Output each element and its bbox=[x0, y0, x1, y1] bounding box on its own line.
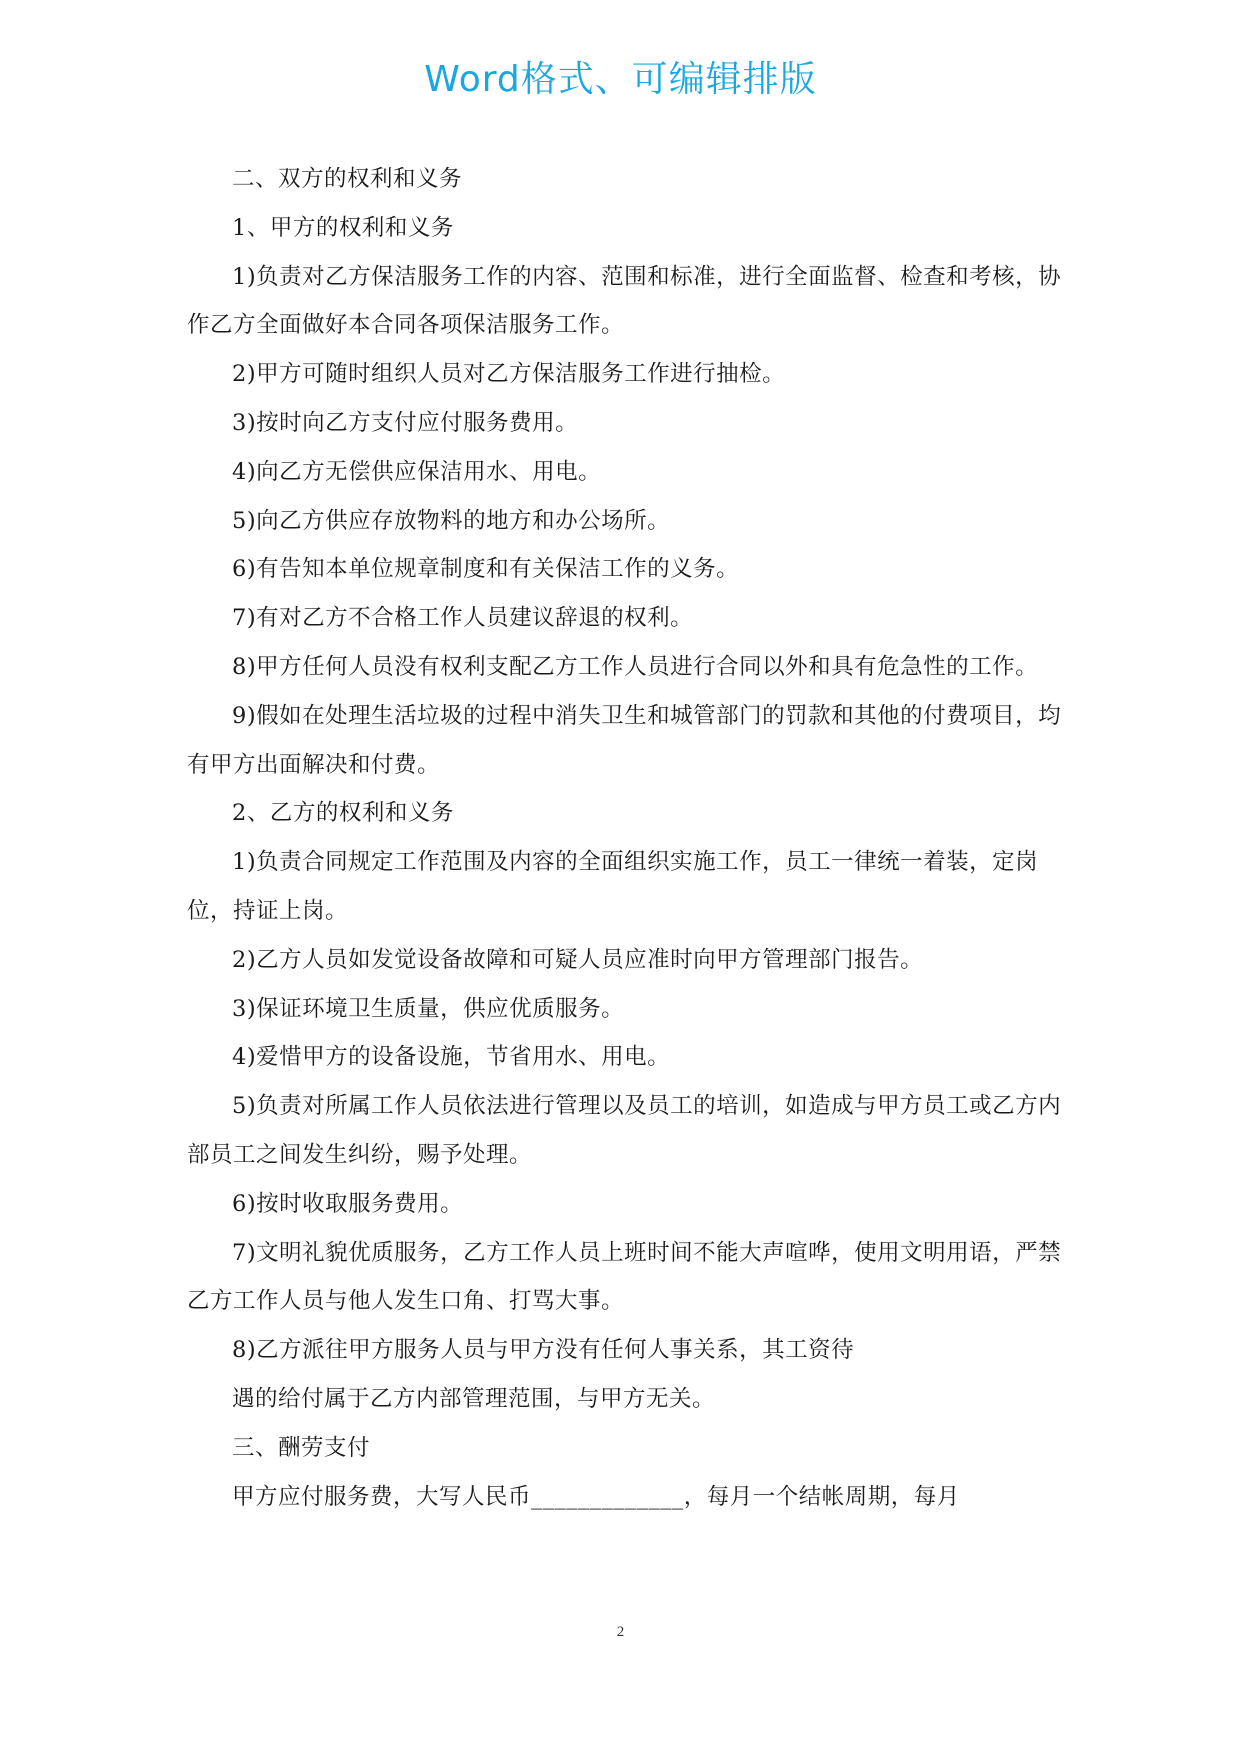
clause-paragraph: 7)有对乙方不合格工作人员建议辞退的权利。 bbox=[232, 605, 694, 632]
document-body bbox=[187, 155, 1067, 1521]
clause-paragraph: 4)爱惜甲方的设备设施，节省用水、用电。 bbox=[232, 1044, 671, 1071]
clause-paragraph: 2)甲方可随时组织人员对乙方保洁服务工作进行抽检。 bbox=[232, 361, 786, 388]
clause-paragraph: 5)负责对所属工作人员依法进行管理以及员工的培训，如造成与甲方员工或乙方内部员工之间发生纠纷，赐予处理。 bbox=[187, 1093, 1062, 1168]
clause-paragraph: 4)向乙方无偿供应保洁用水、用电。 bbox=[232, 458, 602, 485]
clause-paragraph: 1)负责对乙方保洁服务工作的内容、范围和标准，进行全面监督、检查和考核，协作乙方全面做好本合同各项保洁服务工作。 bbox=[187, 263, 1062, 339]
clause-paragraph: 3)按时向乙方支付应付服务费用。 bbox=[232, 409, 579, 436]
clause-paragraph: 2)乙方人员如发觉设备故障和可疑人员应准时向甲方管理部门报告。 bbox=[232, 946, 924, 973]
header-title: Word格式、可编辑排版 bbox=[424, 59, 817, 100]
section-heading: 二、双方的权利和义务 bbox=[232, 166, 463, 192]
clause-paragraph: 9)假如在处理生活垃圾的过程中消失卫生和城管部门的罚款和其他的付费项目，均有甲方出面解决和付费。 bbox=[187, 702, 1062, 778]
subsection-heading: 2、乙方的权利和义务 bbox=[232, 800, 454, 827]
clause-paragraph: 5)向乙方供应存放物料的地方和办公场所。 bbox=[232, 507, 671, 534]
clause-paragraph: 3)保证环境卫生质量，供应优质服务。 bbox=[232, 995, 625, 1022]
subsection-heading: 1、甲方的权利和义务 bbox=[232, 214, 454, 241]
clause-line: 8)乙方派往甲方服务人员与甲方没有任何人事关系，其工资待 bbox=[232, 1337, 855, 1364]
payment-line: 甲方应付服务费，大写人民币_____________，每月一个结帐周期，每月 bbox=[232, 1483, 960, 1510]
clause-paragraph: 8)甲方任何人员没有权利支配乙方工作人员进行合同以外和具有危急性的工作。 bbox=[232, 653, 1039, 680]
page-number: 2 bbox=[616, 1624, 625, 1640]
clause-paragraph: 6)按时收取服务费用。 bbox=[232, 1190, 464, 1217]
clause-line-continued: 遇的给付属于乙方内部管理范围，与甲方无关。 bbox=[232, 1385, 716, 1412]
section-heading: 三、酬劳支付 bbox=[232, 1434, 371, 1461]
clause-paragraph: 1)负责合同规定工作范围及内容的全面组织实施工作，员工一律统一着装，定岗位，持证上岗。 bbox=[187, 849, 1039, 924]
clause-paragraph: 6)有告知本单位规章制度和有关保洁工作的义务。 bbox=[232, 556, 740, 583]
clause-paragraph: 7)文明礼貌优质服务，乙方工作人员上班时间不能大声喧哗，使用文明用语，严禁乙方工作人员与他人发生口角、打骂大事。 bbox=[187, 1239, 1062, 1315]
